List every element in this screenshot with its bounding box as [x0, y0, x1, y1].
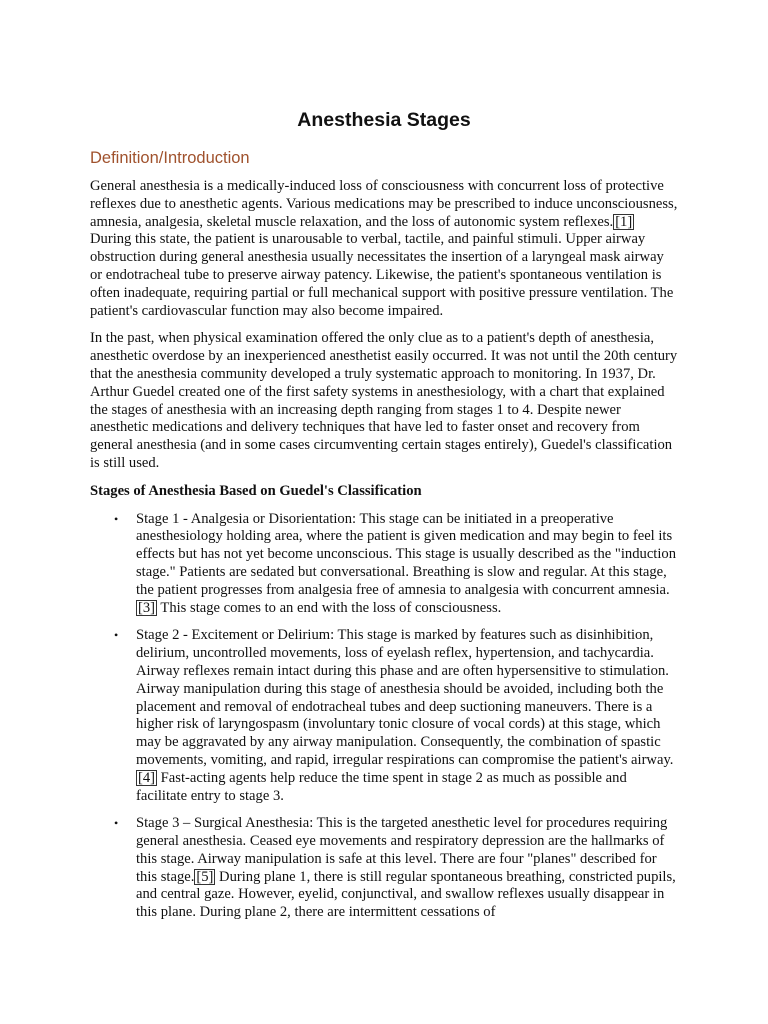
document-page — [90, 108, 678, 932]
paragraph-history: In the past, when physical examination offered the only clue as to a patient's depth of anesthesia, anesthetic overdose by an inexperienced anesthetist easily occurred. It was not until the 20th century that the anesthesia community developed a truly systematic approach to monitoring. In 1937, Dr. Arthur Guedel created one of the first safety systems in anesthesiology, with a chart that explained the stages of anesthesia with an increasing depth ranging from stages 1 to 4. Despite newer anesthetic medications and delivery techniques that have led to faster onset and recovery from general anesthesia (and in some cases circumventing certain stages entirely), Guedel's classification is still used. — [90, 330, 678, 471]
list-item-stage-1 — [90, 511, 678, 618]
stage-text: Fast-acting agents help reduce the time spent in stage 2 as much as possible and facilitate entry to stage 3. — [136, 769, 627, 804]
section-heading-definition: Definition/Introduction — [90, 149, 250, 167]
stage-text: During plane 1, there is still regular spontaneous breathing, constricted pupils, and central gaze. However, eyelid, conjunctival, and swallow reflexes usually disappear in this plane. During plane 2, there are intermittent cessations of — [136, 868, 676, 921]
reference-link-4[interactable]: [4] — [138, 769, 156, 786]
stage-text: Stage 1 - Analgesia or Disorientation: This stage can be initiated in a preoperative anesthesiology holding area, where the patient is given medication and may begin to feel its effects but has not yet become unconscious. This stage is usually described as the "induction stage." Patients are sedated but conversational. Breathing is slow and regular. At this stage, the patient progresses from analgesia free of amnesia to analgesia with concurrent amnesia. — [136, 510, 676, 598]
document-title: Anesthesia Stages — [297, 109, 471, 131]
paragraph-text: During this state, the patient is unarousable to verbal, tactile, and painful stimuli. Upper airway obstruction during general anesthesia usually necessitates the insertion of a laryngeal mask airway or endotracheal tube to preserve airway patency. Likewise, the patient's spontaneous ventilation is often inadequate, requiring partial or full mechanical support with positive pressure ventilation. The patient's cardiovascular function may also become impaired. — [90, 231, 674, 319]
stage-text: Stage 2 - Excitement or Delirium: This stage is marked by features such as disinhibition, delirium, uncontrolled movements, loss of eyelash reflex, hypertension, and tachycardia. Airway reflexes remain intact during this phase and are often hypersensitive to stimulation. Airway manipulation during this stage of anesthesia should be avoided, including both the placement and removal of endotracheal tubes and deep suctioning maneuvers. There is a higher risk of laryngospasm (involuntary tonic closure of vocal cords) at this stage, which may be aggravated by any airway manipulation. Consequently, the combination of spastic movements, vomiting, and rapid, irregular respirations can compromise the patient's airway. — [136, 627, 674, 768]
bullet-icon: • — [114, 816, 119, 831]
reference-link-5[interactable]: [5] — [196, 868, 214, 885]
stage-text: This stage comes to an end with the loss of consciousness. — [157, 599, 502, 616]
stages-list — [90, 511, 678, 923]
list-item-stage-3 — [90, 815, 678, 922]
stage-text: Stage 3 – Surgical Anesthesia: This is the targeted anesthetic level for procedures requiring general anesthesia. Ceased eye movements and respiratory depression are the hallmarks of this stage. Airway manipulation is safe at this level. There are four "planes" described for this stage. — [136, 815, 668, 885]
stages-subheading: Stages of Anesthesia Based on Guedel's Classification — [90, 482, 422, 499]
bullet-icon: • — [114, 628, 119, 643]
bullet-icon: • — [114, 511, 119, 526]
reference-link-1[interactable]: [1] — [615, 213, 633, 230]
reference-link-3[interactable]: [3] — [138, 599, 156, 616]
paragraph-text: General anesthesia is a medically-induced loss of consciousness with concurrent loss of protective reflexes due to anesthetic agents. Various medications may be prescribed to induce unconsciousness, amnesia, analgesia, skeletal muscle relaxation, and the loss of autonomic system reflexes. — [90, 178, 678, 230]
paragraph-definition — [90, 178, 678, 320]
list-item-stage-2 — [90, 627, 678, 805]
